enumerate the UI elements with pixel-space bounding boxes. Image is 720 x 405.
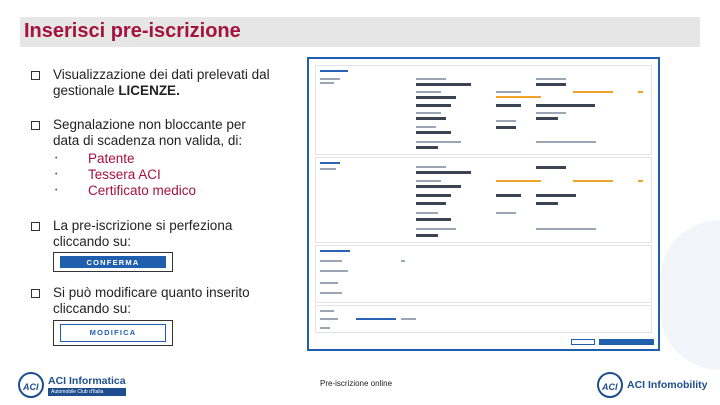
field-line bbox=[416, 131, 451, 134]
field-line bbox=[536, 117, 558, 120]
form-section-3 bbox=[315, 245, 652, 303]
bullet-text bbox=[53, 117, 246, 149]
warning-icon bbox=[638, 91, 643, 93]
field-line bbox=[416, 112, 441, 114]
bullet-line: cliccando su: bbox=[53, 234, 132, 249]
background-watermark bbox=[660, 220, 720, 370]
expiry-warning bbox=[496, 180, 541, 182]
field-line bbox=[573, 104, 595, 107]
field-line bbox=[416, 194, 451, 197]
field-line bbox=[416, 180, 441, 182]
field-line bbox=[536, 78, 566, 80]
field-line bbox=[536, 112, 566, 114]
form-section-4 bbox=[315, 305, 652, 333]
emblem-text: ACI bbox=[602, 382, 618, 392]
form-section-1 bbox=[315, 65, 652, 155]
field-line bbox=[416, 78, 446, 80]
field-line bbox=[401, 260, 405, 262]
confirm-button-thumb[interactable] bbox=[599, 339, 654, 345]
field-line bbox=[536, 83, 566, 86]
form-screenshot bbox=[307, 57, 660, 351]
checkbox-icon bbox=[31, 121, 40, 130]
field-line bbox=[320, 310, 334, 312]
checkbox-icon bbox=[31, 289, 40, 298]
bullet-text bbox=[53, 218, 232, 250]
expiry-warning bbox=[573, 91, 613, 93]
field-line bbox=[536, 194, 576, 197]
progress-bar bbox=[356, 318, 396, 320]
field-line bbox=[496, 126, 516, 129]
bullet-perfeziona bbox=[31, 218, 232, 250]
bullet-line: Visualizzazione dei dati prelevati dal bbox=[53, 67, 270, 82]
warning-icon bbox=[638, 180, 643, 182]
list-item-tessera: • Tessera ACI bbox=[55, 167, 196, 183]
bullet-line: cliccando su: bbox=[53, 301, 132, 316]
field-line bbox=[320, 327, 330, 329]
field-line bbox=[496, 212, 516, 214]
logo-tagline: Automobile Club d'Italia bbox=[48, 388, 126, 396]
checkbox-icon bbox=[31, 222, 40, 231]
expiry-warning bbox=[573, 180, 613, 182]
aci-informatica-logo bbox=[18, 370, 126, 400]
bullet-segnalazione bbox=[31, 117, 246, 149]
aci-emblem-icon bbox=[597, 372, 623, 398]
field-line bbox=[320, 282, 338, 284]
field-line bbox=[320, 292, 342, 294]
logo-name: ACI Infomobility bbox=[627, 379, 708, 391]
field-line bbox=[416, 171, 471, 174]
form-section-2 bbox=[315, 157, 652, 243]
field-line bbox=[416, 126, 436, 128]
list-item-patente: • Patente bbox=[55, 151, 196, 167]
field-line bbox=[416, 185, 461, 188]
field-line bbox=[496, 91, 521, 93]
list-item-certificato: • Certificato medico bbox=[55, 183, 196, 199]
field-line bbox=[536, 141, 596, 143]
slide-caption: Pre-iscrizione online bbox=[320, 379, 393, 388]
field-line bbox=[416, 117, 446, 120]
aci-emblem-icon bbox=[18, 372, 44, 398]
field-line bbox=[416, 83, 471, 86]
logo-name bbox=[48, 375, 126, 396]
field-line bbox=[320, 318, 338, 320]
field-line bbox=[416, 202, 446, 205]
field-line bbox=[416, 212, 438, 214]
confirm-button-sample[interactable] bbox=[53, 252, 173, 280]
field-line bbox=[496, 194, 521, 197]
section-header bbox=[320, 162, 340, 164]
field-line bbox=[401, 318, 416, 320]
field-line bbox=[320, 82, 334, 84]
field-line bbox=[320, 168, 336, 170]
expiry-warning bbox=[496, 96, 541, 98]
modify-button-sample[interactable] bbox=[53, 320, 173, 346]
field-line bbox=[416, 166, 446, 168]
confirm-button-label: CONFERMA PREISCRIZIONE bbox=[60, 256, 166, 268]
field-line bbox=[536, 166, 566, 169]
field-line bbox=[536, 104, 576, 107]
logo-title: ACI Informatica bbox=[48, 374, 126, 387]
field-line bbox=[416, 146, 438, 149]
field-line bbox=[416, 141, 461, 143]
field-line bbox=[496, 104, 521, 107]
field-line bbox=[416, 228, 456, 230]
bullet-line: data di scadenza non valida, di: bbox=[53, 133, 243, 148]
field-line bbox=[416, 234, 438, 237]
bullet-text bbox=[53, 285, 250, 317]
emblem-text: ACI bbox=[23, 382, 39, 392]
field-line bbox=[320, 260, 342, 262]
expiry-list bbox=[55, 151, 196, 199]
aci-infomobility-logo bbox=[597, 370, 708, 400]
field-line bbox=[536, 202, 558, 205]
bullet-line: gestionale bbox=[53, 83, 119, 98]
checkbox-icon bbox=[31, 71, 40, 80]
field-line bbox=[416, 104, 451, 107]
page-title: Inserisci pre-iscrizione bbox=[24, 20, 241, 42]
bullet-line: Si può modificare quanto inserito bbox=[53, 285, 250, 300]
bullet-line: La pre-iscrizione si perfeziona bbox=[53, 218, 233, 233]
bullet-visualizzazione bbox=[31, 67, 270, 99]
bullet-bold: LICENZE. bbox=[118, 83, 180, 98]
title-bar bbox=[20, 17, 700, 47]
section-header bbox=[320, 70, 348, 72]
bullet-line: Segnalazione non bloccante per bbox=[53, 117, 246, 132]
field-line bbox=[320, 78, 340, 80]
modify-button-label: MODIFICA bbox=[60, 324, 166, 342]
field-line bbox=[416, 91, 441, 93]
field-line bbox=[320, 270, 348, 272]
section-header bbox=[320, 250, 350, 252]
field-line bbox=[416, 218, 451, 221]
field-line bbox=[416, 96, 456, 99]
field-line bbox=[536, 228, 596, 230]
bullet-modifica bbox=[31, 285, 250, 317]
bullet-text bbox=[53, 67, 270, 99]
modify-button-thumb[interactable] bbox=[571, 339, 595, 345]
field-line bbox=[496, 120, 516, 122]
